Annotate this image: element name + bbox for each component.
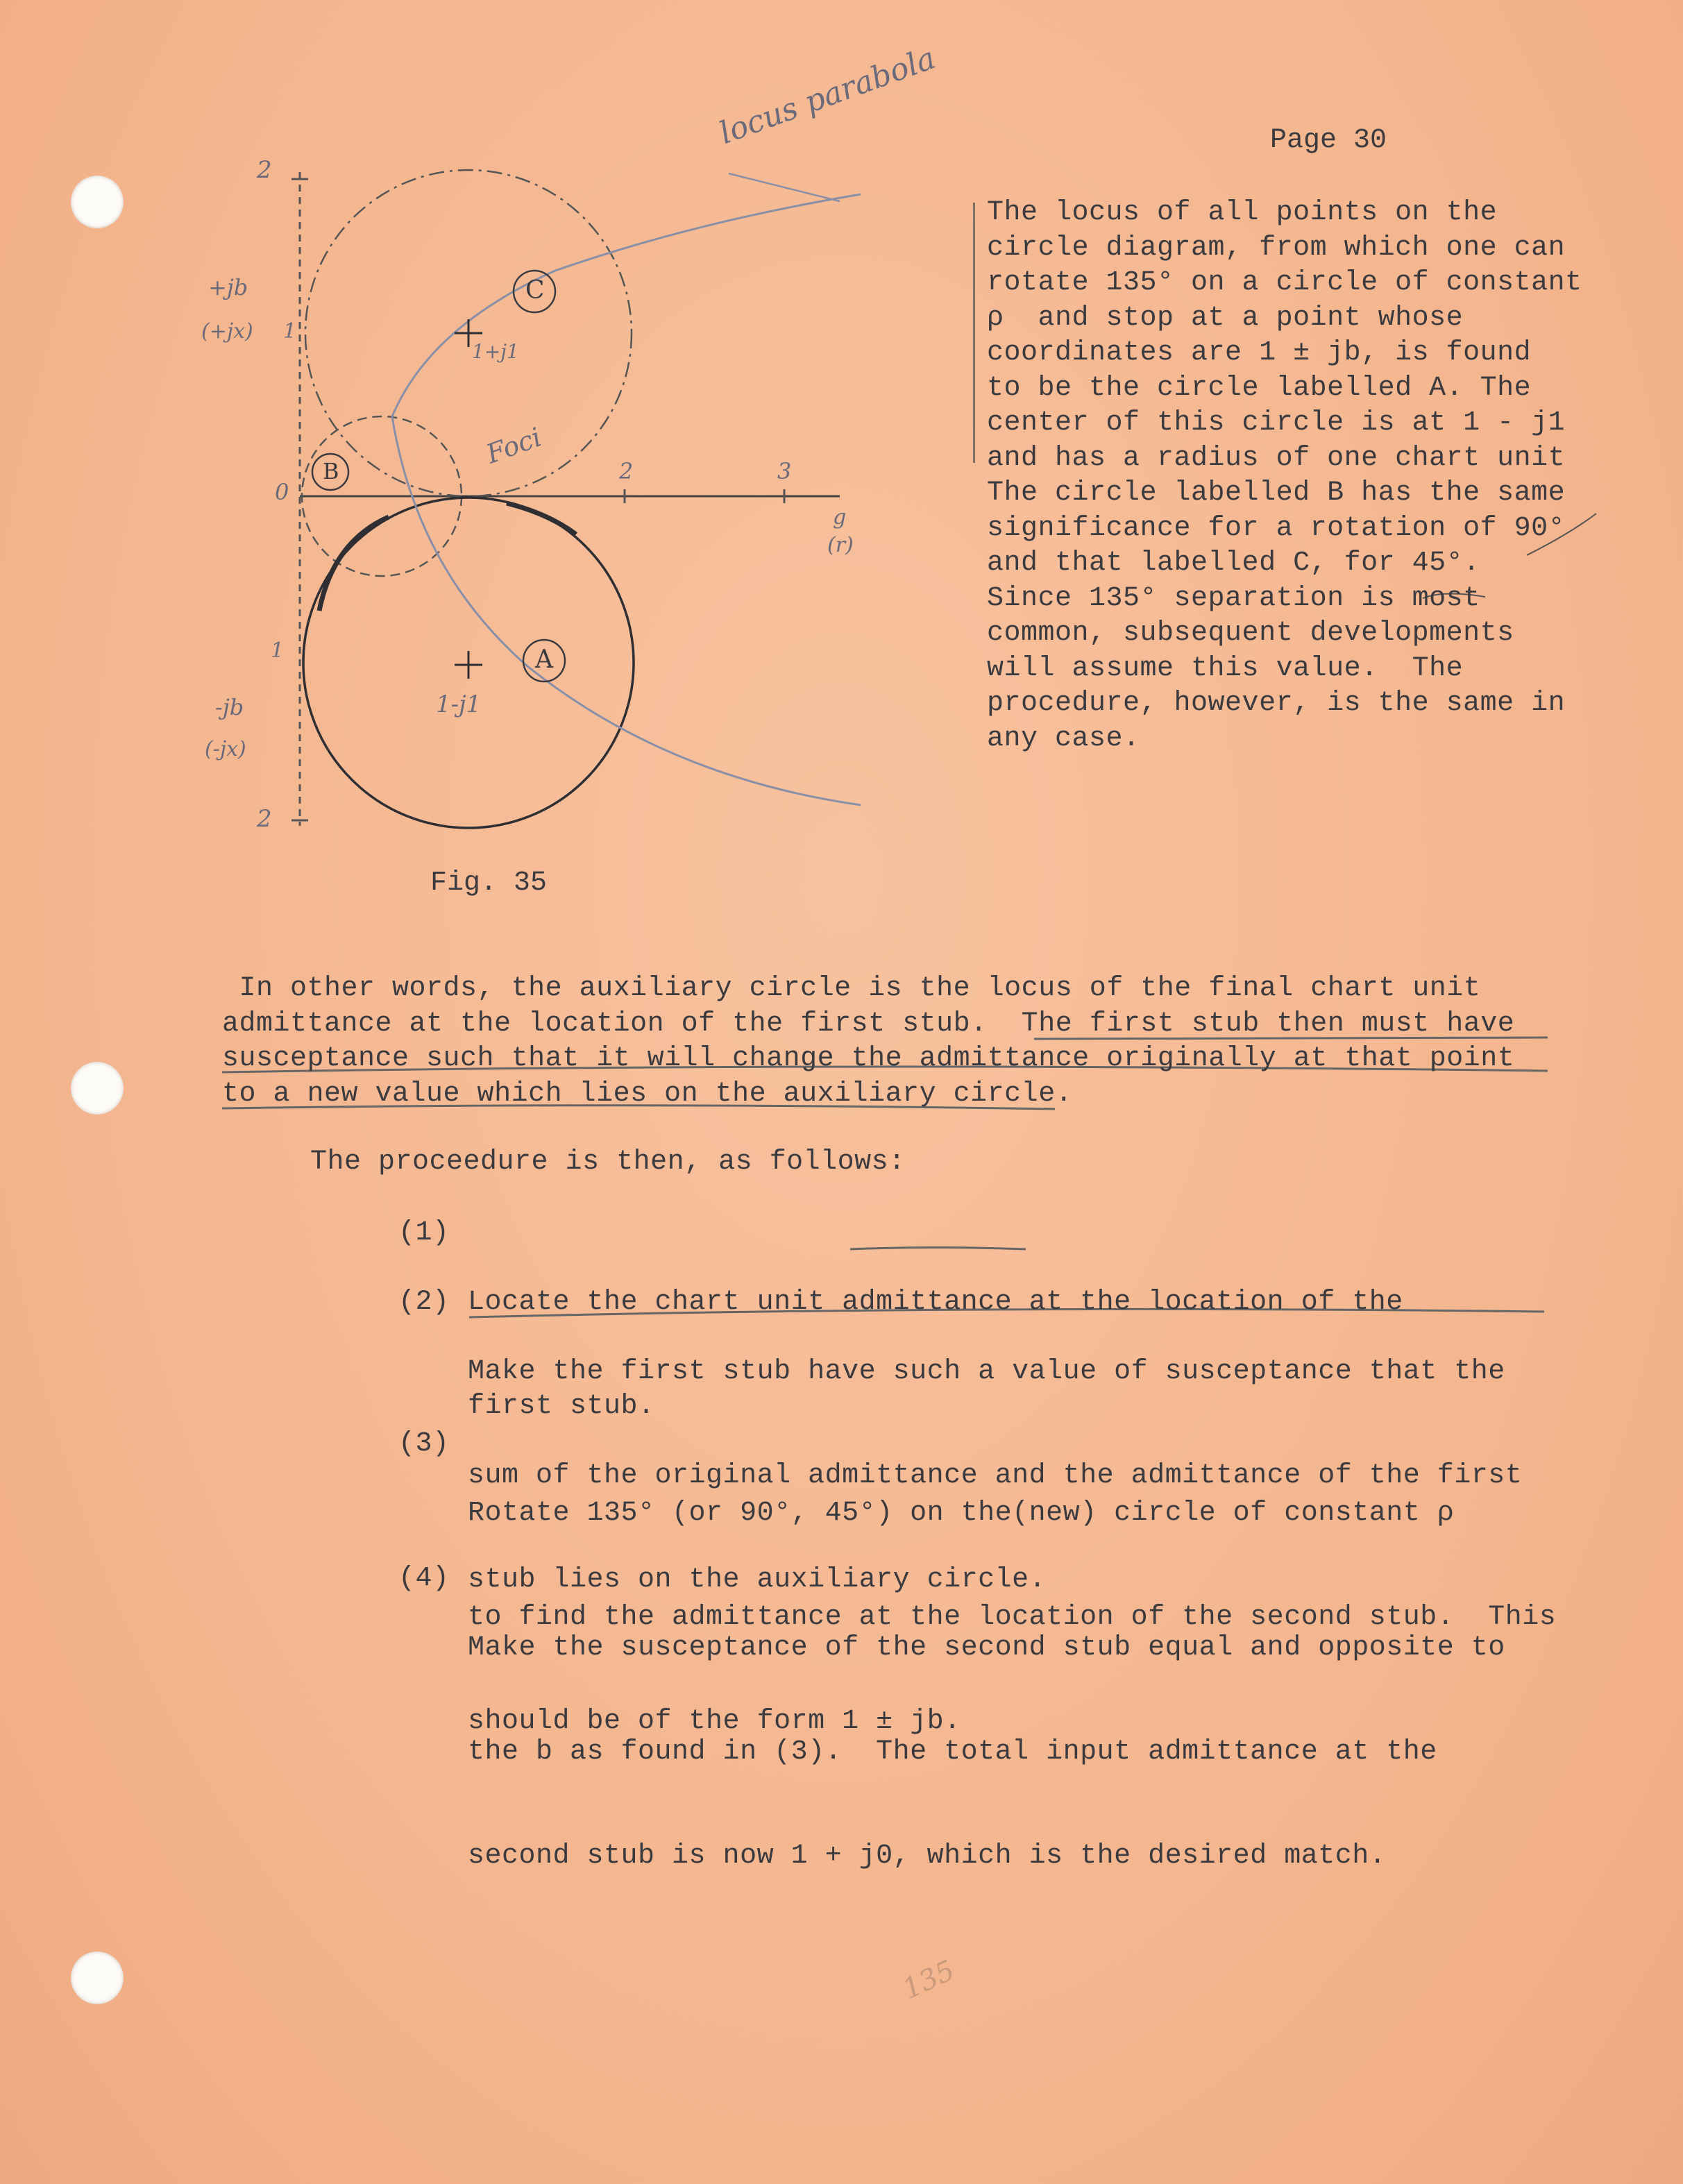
step-line: Locate the chart unit admittance at the location of the bbox=[468, 1287, 1403, 1318]
faint-margin-note: 135 bbox=[897, 1954, 960, 2006]
step-number: (3) bbox=[398, 1428, 450, 1459]
side-text-line: will assume this value. The bbox=[987, 652, 1464, 684]
point-label-1-plus-j1: 1+j1 bbox=[472, 340, 519, 363]
paragraph-line: In other words, the auxiliary circle is the locus of the final chart unit bbox=[222, 973, 1481, 1004]
axis-label-minus-jx: (-jx) bbox=[205, 737, 246, 761]
step-number: (1) bbox=[398, 1217, 450, 1248]
locus-parabola-annotation: locus parabola bbox=[715, 40, 940, 151]
side-text-block bbox=[987, 196, 1584, 756]
side-text-line: The locus of all points on the bbox=[987, 197, 1498, 228]
point-label-1-minus-j1: 1-j1 bbox=[436, 691, 482, 718]
axis-label-x-3: 3 bbox=[777, 458, 792, 484]
axis-label-bottom-2: 2 bbox=[257, 805, 272, 833]
circle-c-label: C bbox=[525, 276, 545, 305]
side-text-line: any case. bbox=[987, 722, 1140, 754]
step-number: (2) bbox=[398, 1287, 450, 1318]
side-text-line: rotate 135° on a circle of constant bbox=[987, 267, 1582, 298]
axis-label-1-lower: 1 bbox=[271, 638, 285, 663]
step-line: stub lies on the auxiliary circle. bbox=[468, 1564, 1047, 1595]
step-line: sum of the original admittance and the admittance of the first bbox=[468, 1460, 1523, 1491]
axis-label-minus-jb: -jb bbox=[215, 694, 244, 720]
circle-a-label: A bbox=[535, 645, 553, 674]
step-line: first stub. bbox=[468, 1391, 655, 1422]
side-text-line: common, subsequent developments bbox=[987, 618, 1514, 649]
side-text-line: to be the circle labelled A. The bbox=[987, 372, 1532, 404]
foci-annotation: Foci bbox=[482, 421, 546, 470]
step-line: second stub is now 1 + j0, which is the desired match. bbox=[468, 1840, 1387, 1872]
body-paragraph bbox=[222, 972, 1582, 1112]
paragraph-line: susceptance such that it will change the admittance originally at that point bbox=[222, 1043, 1515, 1074]
axis-label-top-2: 2 bbox=[257, 156, 272, 184]
side-text-line: procedure, however, is the same in bbox=[987, 688, 1566, 719]
axis-label-r: (r) bbox=[827, 533, 854, 557]
locus-annotation-pointer bbox=[729, 173, 840, 201]
axis-label-g: g bbox=[833, 505, 847, 530]
step-line: Make the first stub have such a value of susceptance that the bbox=[468, 1356, 1505, 1387]
page-number: Page 30 bbox=[1270, 125, 1387, 156]
side-text-line: and has a radius of one chart unit bbox=[987, 442, 1566, 474]
step-number: (4) bbox=[398, 1563, 450, 1594]
paragraph-line: admittance at the location of the first stub. The first stub then must have bbox=[222, 1008, 1515, 1040]
side-margin-rule bbox=[973, 203, 975, 463]
step-body bbox=[468, 1561, 1505, 1943]
axis-label-plus-jb: +jb bbox=[208, 274, 248, 300]
axis-label-1-upper: 1 bbox=[283, 319, 297, 344]
side-text-line: Since 135° separation is most bbox=[987, 582, 1480, 614]
step-line: should be of the form 1 ± jb. bbox=[468, 1706, 961, 1737]
side-text-line: and that labelled C, for 45°. bbox=[987, 548, 1480, 579]
axis-label-x-2: 2 bbox=[619, 458, 634, 484]
side-text-line: The circle labelled B has the same bbox=[987, 477, 1566, 509]
side-text-line: significance for a rotation of 90° bbox=[987, 512, 1566, 544]
circle-a-heavy-arc-left bbox=[319, 517, 389, 611]
axis-label-origin: 0 bbox=[275, 479, 289, 505]
locus-parabola-upper bbox=[392, 194, 861, 416]
figure-caption: Fig. 35 bbox=[430, 867, 548, 899]
circle-a-heavy-arc-right bbox=[507, 503, 576, 534]
paragraph-line: to a new value which lies on the auxiliary circle. bbox=[222, 1078, 1073, 1110]
procedure-intro: The proceedure is then, as follows: bbox=[310, 1146, 906, 1178]
side-text-line: ρ and stop at a point whose bbox=[987, 302, 1464, 334]
side-text-line: circle diagram, from which one can bbox=[987, 232, 1566, 264]
circle-b-label: B bbox=[323, 458, 339, 484]
step-line: to find the admittance at the location of the second stub. This bbox=[468, 1602, 1557, 1633]
axis-label-plus-jx: (+jx) bbox=[201, 319, 253, 344]
side-text-line: center of this circle is at 1 - j1 bbox=[987, 407, 1566, 439]
step-line: Rotate 135° (or 90°, 45°) on the(new) circle of constant ρ bbox=[468, 1498, 1455, 1529]
step-line: Make the susceptance of the second stub equal and opposite to bbox=[468, 1632, 1505, 1664]
side-text-line: coordinates are 1 ± jb, is found bbox=[987, 337, 1532, 369]
step-line: the b as found in (3). The total input admittance at the bbox=[468, 1736, 1437, 1768]
